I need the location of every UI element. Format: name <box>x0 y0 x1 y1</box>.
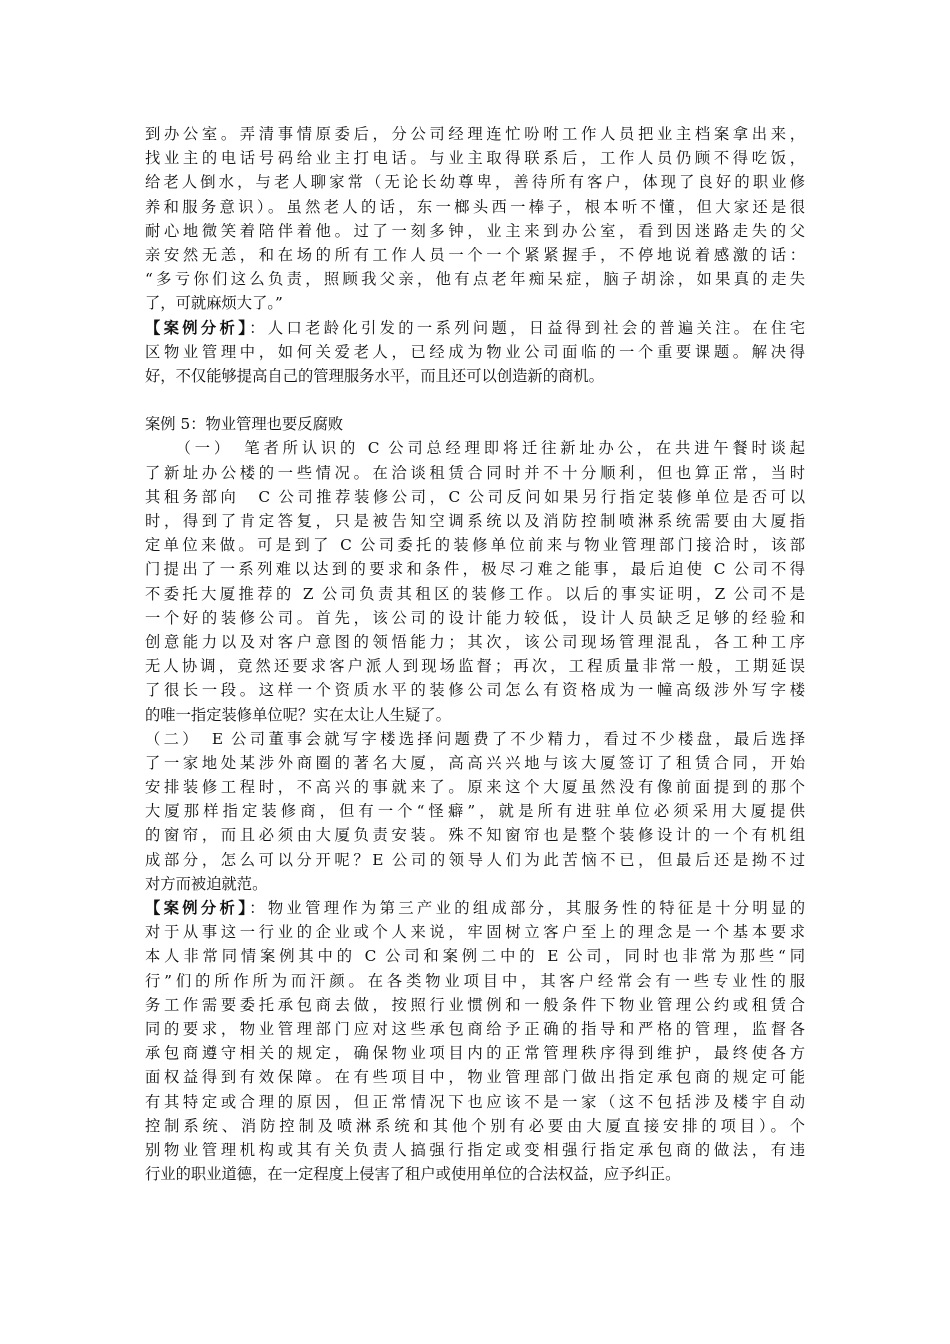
analysis-text: ：物业管理作为第三产业的组成部分，其服务性的特征是十分明显的 <box>249 899 805 917</box>
case-analysis-1 <box>145 316 805 389</box>
text-line: 对方而被迫就范。 <box>145 874 268 893</box>
case-title: 案例 5：物业管理也要反腐败 <box>145 415 344 434</box>
text-line: 养和服务意识）。虽然老人的话，东一榔头西一棒子，根本听不懂，但大家还是很 <box>145 197 805 216</box>
text-line: 安排装修工程时，不高兴的事就来了。原来这个大厦虽然没有像前面提到的那个 <box>145 778 805 797</box>
analysis-line <box>145 896 805 920</box>
text-line: 了很长一段。这样一个资质水平的装修公司怎么有资格成为一幢高级涉外写字楼 <box>145 681 805 700</box>
text-line: 定单位来做。可是到了 C 公司委托的装修单位前来与物业管理部门接洽时，该部 <box>145 536 805 555</box>
analysis-line: 行”们的所作所为而汗颜。在各类物业项目中，其客户经常会有一些专业性的服 <box>145 971 805 990</box>
text-line: 给老人倒水，与老人聊家常（无论长幼尊卑，善待所有客户，体现了良好的职业修 <box>145 173 805 192</box>
text-line: 亲安然无恙，和在场的所有工作人员一个一个紧紧握手，不停地说着感激的话： <box>145 245 805 264</box>
analysis-label: 【案例分析】 <box>145 318 250 337</box>
text-line: 无人协调，竟然还要求客户派人到现场监督；再次，工程质量非常一般，工期延误 <box>145 657 805 676</box>
text-line: 找业主的电话号码给业主打电话。与业主取得联系后，工作人员仍顾不得吃饭， <box>145 149 805 168</box>
text-line: 的窗帘，而且必须由大厦负责安装。殊不知窗帘也是整个装修设计的一个有机组 <box>145 826 805 845</box>
analysis-line <box>145 316 805 340</box>
text-line: 的唯一指定装修单位呢？实在太让人生疑了。 <box>145 705 451 724</box>
analysis-line: 有其特定或合理的原因，但正常情况下也应该不是一家（这不包括涉及楼宇自动 <box>145 1092 805 1111</box>
text-line: （二） E 公司董事会就写字楼选择问题费了不少精力，看过不少楼盘，最后选择 <box>145 729 805 748</box>
text-line: 耐心地微笑着陪伴着他。过了一刻多钟，业主来到办公室，看到因迷路走失的父 <box>145 221 805 240</box>
text-line: 了一家地处某涉外商圈的著名大厦，高高兴兴地与该大厦签订了租赁合同，开始 <box>145 753 805 772</box>
analysis-line: 行业的职业道德，在一定程度上侵害了租户或使用单位的合法权益，应予纠正。 <box>145 1165 681 1184</box>
case-analysis-2 <box>145 896 805 1186</box>
text-line: 其租务部向 C 公司推荐装修公司，C 公司反问如果另行指定装修单位是否可以 <box>145 487 805 506</box>
analysis-line: 面权益得到有效保障。在有些项目中，物业管理部门做出指定承包商的规定可能 <box>145 1068 805 1087</box>
text-line: 了新址办公楼的一些情况。在洽谈租赁合同时并不十分顺利，但也算正常，当时 <box>145 463 805 482</box>
story-paragraph <box>145 122 805 316</box>
text-line: 创意能力以及对客户意图的领悟能力；其次，该公司现场管理混乱，各工种工序 <box>145 632 805 651</box>
text-line: 门提出了一系列难以达到的要求和条件，极尽刁难之能事，最后迫使 C 公司不得 <box>145 560 805 579</box>
text-line: 不委托大厦推荐的 Z 公司负责其租区的装修工作。以后的事实证明，Z 公司不是 <box>145 584 805 603</box>
analysis-line: 控制系统、消防控制及喷淋系统和其他个别有必要由大厦直接安排的项目）。个 <box>145 1116 805 1135</box>
text-line: “多亏你们这么负责，照顾我父亲，他有点老年痴呆症，脑子胡涂，如果真的走失 <box>145 270 805 289</box>
text-line: 时，得到了肯定答复，只是被告知空调系统以及消防控制喷淋系统需要由大厦指 <box>145 512 805 530</box>
analysis-line: 好，不仅能够提高自己的管理服务水平，而且还可以创造新的商机。 <box>145 366 604 385</box>
analysis-text: ：人口老龄化引发的一系列问题，日益得到社会的普遍关注。在住宅 <box>249 318 805 337</box>
text-line: （一） 笔者所认识的 C 公司总经理即将迁往新址办公，在共进午餐时谈起 <box>145 439 805 458</box>
case-part-2 <box>145 727 805 896</box>
analysis-line: 承包商遵守相关的规定，确保物业项目内的正常管理秩序得到维护，最终使各方 <box>145 1044 805 1063</box>
analysis-line: 本人非常同情案例其中的 C 公司和案例二中的 E 公司，同时也非常为那些“同 <box>145 947 805 966</box>
analysis-line: 别物业管理机构或其有关负责人搞强行指定或变相强行指定承包商的做法，有违 <box>145 1140 805 1159</box>
text-line: 一个好的装修公司。首先，该公司的设计能力较低，设计人员缺乏足够的经验和 <box>145 608 805 627</box>
paragraph-gap <box>145 388 805 412</box>
text-line: 成部分，怎么可以分开呢？E 公司的领导人们为此苦恼不已，但最后还是拗不过 <box>145 850 805 869</box>
text-line: 大厦那样指定装修商，但有一个“怪癖”，就是所有进驻单位必须采用大厦提供 <box>145 802 805 821</box>
analysis-label: 【案例分析】 <box>145 899 250 917</box>
case-part-1 <box>145 436 805 726</box>
analysis-line: 对于从事这一行业的企业或个人来说，牢固树立客户至上的理念是一个基本要求 <box>145 923 805 942</box>
analysis-line: 务工作需要委托承包商去做，按照行业惯例和一般条件下物业管理公约或租赁合 <box>145 995 805 1014</box>
document-page <box>145 122 805 1186</box>
text-line: 到办公室。弄清事情原委后，分公司经理连忙吩咐工作人员把业主档案拿出来， <box>145 125 805 143</box>
analysis-line: 区物业管理中，如何关爱老人，已经成为物业公司面临的一个重要课题。解决得 <box>145 342 805 361</box>
text-line: 了，可就麻烦大了。” <box>145 294 283 313</box>
analysis-line: 同的要求，物业管理部门应对这些承包商给予正确的指导和严格的管理，监督各 <box>145 1019 805 1038</box>
